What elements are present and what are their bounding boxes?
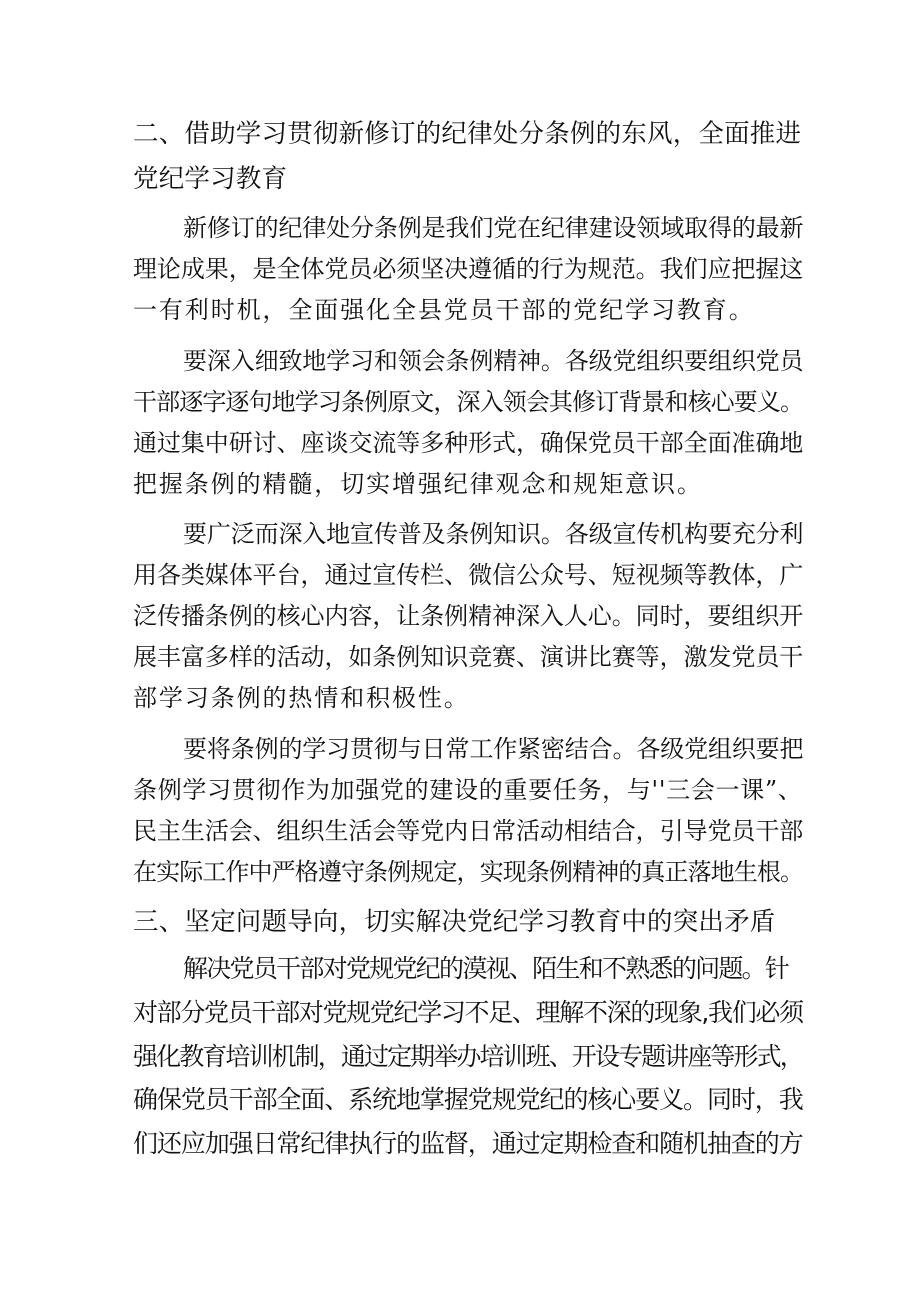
paragraph-line: 对部分党员干部对党规党纪学习不足、理解不深的现象,我们必须 [133, 998, 803, 1027]
paragraph-line: 把握条例的精髓，切实增强纪律观念和规矩意识。 [133, 470, 703, 498]
paragraph-line: 在实际工作中严格遵守条例规定，实现条例精神的真正落地生根。 [133, 858, 804, 886]
paragraph-line: 要广泛而深入地宣传普及条例知识。各级宣传机构要充分利 [183, 520, 804, 548]
paragraph-line: 要将条例的学习贯彻与日常工作紧密结合。各级党组织要把 [183, 735, 804, 763]
paragraph-line: 确保党员干部全面、系统地掌握党规党纪的核心要义。同时，我 [133, 1085, 803, 1114]
paragraph-line: 新修订的纪律处分条例是我们党在纪律建设领域取得的最新 [183, 214, 804, 242]
paragraph-line: 展丰富多样的活动，如条例知识竞赛、演讲比赛等，激发党员干 [133, 643, 804, 671]
paragraph-line: 一有利时机，全面强化全县党员干部的党纪学习教育。 [133, 296, 755, 324]
paragraph-line: 要深入细致地学习和领会条例精神。各级党组织要组织党员 [183, 347, 804, 375]
paragraph-line: 条例学习贯彻作为加强党的建设的重要任务，与''三会一课”、 [133, 776, 803, 804]
paragraph-line: 理论成果，是全体党员必须坚决遵循的行为规范。我们应把握这 [133, 255, 804, 283]
section-3-heading: 三、坚定问题导向，切实解决党纪学习教育中的突出矛盾 [133, 907, 776, 937]
paragraph-line: 泛传播条例的核心内容，让条例精神深入人心。同时，要组织开 [133, 602, 804, 630]
paragraph-line: 解决党员干部对党规党纪的漠视、陌生和不熟悉的问题。针 [183, 954, 789, 983]
paragraph-line: 民主生活会、组织生活会等党内日常活动相结合，引导党员干部 [133, 817, 804, 845]
section-2-heading-line-1: 二、借助学习贯彻新修订的纪律处分条例的东风，全面推进 [133, 119, 802, 149]
paragraph-line: 们还应加强日常纪律执行的监督，通过定期检查和随机抽查的方 [133, 1129, 803, 1158]
paragraph-line: 强化教育培训机制，通过定期举办培训班、开设专题讲座等形式， [133, 1042, 803, 1071]
paragraph-line: 通过集中研讨、座谈交流等多种形式，确保党员干部全面准确地 [133, 429, 804, 457]
paragraph-line: 部学习条例的热情和积极性。 [133, 684, 470, 712]
paragraph-line: 干部逐字逐句地学习条例原文，深入领会其修订背景和核心要义。 [133, 388, 804, 416]
section-2-heading-line-2: 党纪学习教育 [133, 164, 288, 194]
paragraph-line: 用各类媒体平台，通过宣传栏、微信公众号、短视频等教体，广 [133, 561, 804, 589]
